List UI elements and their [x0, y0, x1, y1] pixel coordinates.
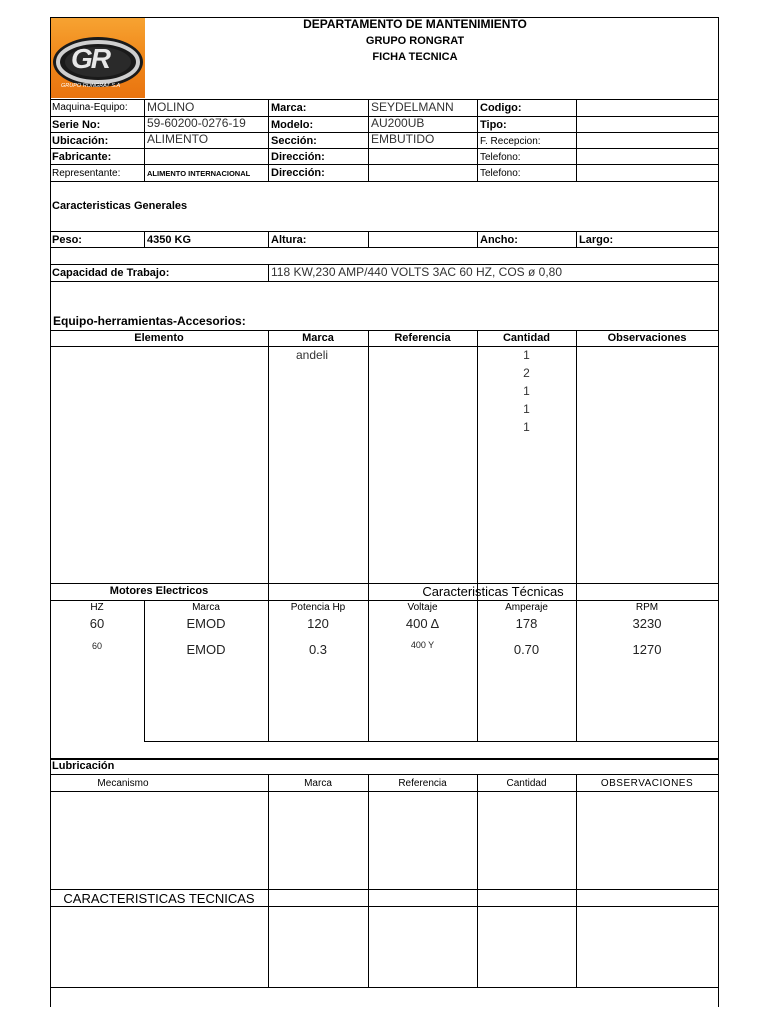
grid-line — [50, 181, 719, 182]
grid-line — [50, 889, 719, 890]
equipo-header-marca: Marca — [302, 332, 334, 344]
marca-label: Marca: — [271, 102, 307, 114]
grid-line — [268, 231, 269, 247]
general-title: Caracteristicas Generales — [52, 200, 188, 212]
motor-2-hz: 60 — [91, 641, 102, 651]
grid-line — [50, 231, 719, 232]
maquina-label: Maquina-Equipo: — [52, 102, 128, 113]
maquina-value: MOLINO — [147, 100, 195, 114]
peso-value: 4350 KG — [147, 234, 192, 246]
grid-line — [477, 99, 478, 181]
tipo-label: Tipo: — [480, 119, 507, 131]
seccion-label: Sección: — [271, 135, 317, 147]
representante-value: ALIMENTO INTERNACIONAL — [147, 169, 251, 178]
grid-line — [50, 281, 719, 282]
motor-2-amperaje: 0.70 — [513, 642, 540, 657]
ubicacion-label: Ubicación: — [52, 135, 109, 147]
largo-label: Largo: — [579, 234, 614, 246]
grid-line — [50, 247, 719, 248]
equipo-cantidad: 1 — [523, 348, 530, 362]
grid-line — [50, 583, 719, 584]
motor-1-rpm: 3230 — [632, 616, 662, 631]
grid-line — [144, 231, 145, 247]
lubricacion-header-marca: Marca — [304, 778, 332, 789]
motores-title: Motores Electricos — [109, 585, 209, 597]
grid-line — [268, 774, 269, 987]
grid-line — [50, 774, 719, 775]
frame-right — [718, 17, 719, 1007]
ubicacion-value: ALIMENTO — [147, 132, 209, 146]
tecnicas-title: CARACTERISTICAS TECNICAS — [63, 891, 255, 906]
equipo-marca-value: andeli — [296, 348, 329, 362]
grid-line — [368, 774, 369, 987]
motores-header-voltaje: Voltaje — [407, 602, 438, 613]
grid-line — [368, 231, 369, 247]
direccion2-label: Dirección: — [271, 167, 325, 179]
motor-1-potencia: 120 — [307, 616, 329, 631]
grid-line — [50, 346, 719, 347]
motor-1-amperaje: 178 — [515, 616, 538, 631]
modelo-value: AU200UB — [371, 116, 425, 130]
equipo-header-cantidad: Cantidad — [502, 332, 551, 344]
equipo-cantidad: 2 — [523, 366, 530, 380]
header-company: GRUPO RONGRAT — [365, 35, 465, 47]
codigo-label: Codigo: — [480, 102, 522, 114]
motores-header-amperaje: Amperaje — [505, 602, 548, 613]
equipo-header-observaciones: Observaciones — [607, 332, 687, 344]
altura-label: Altura: — [271, 234, 307, 246]
seccion-value: EMBUTIDO — [371, 132, 435, 146]
motor-2-voltaje: 400 Y — [410, 640, 435, 650]
equipo-title: Equipo-herramientas-Accesorios: — [53, 314, 246, 328]
header-department: DEPARTAMENTO DE MANTENIMIENTO — [303, 17, 527, 31]
grid-line — [144, 99, 145, 181]
lubricacion-header-mecanismo: Mecanismo — [97, 778, 149, 789]
motor-1-hz: 60 — [89, 616, 105, 631]
modelo-label: Modelo: — [271, 119, 314, 131]
motor-1-marca: EMOD — [186, 616, 226, 631]
grid-line — [368, 330, 369, 600]
grid-line — [368, 99, 369, 181]
grid-line — [268, 330, 269, 600]
grid-line — [576, 231, 577, 247]
equipo-cantidad: 1 — [523, 402, 530, 416]
motores-header-rpm: RPM — [635, 602, 659, 613]
grid-line — [50, 164, 719, 165]
motor-2-rpm: 1270 — [632, 642, 662, 657]
frame-left — [50, 17, 51, 1007]
grid-line — [576, 99, 577, 181]
header-document-title: FICHA TECNICA — [372, 51, 458, 63]
logo-subtext: GRUPO RONGRAT S.A — [61, 83, 121, 89]
equipo-header-referencia: Referencia — [394, 332, 451, 344]
motores-tech-title: Caracteristicas Técnicas — [422, 584, 564, 599]
telefono-label: Telefono: — [480, 152, 521, 163]
grid-line — [50, 330, 719, 331]
serie-value: 59-60200-0276-19 — [147, 116, 246, 130]
grid-line — [268, 99, 269, 181]
ancho-label: Ancho: — [480, 234, 518, 246]
grid-line — [50, 791, 719, 792]
equipo-cantidad: 1 — [523, 384, 530, 398]
lubricacion-header-referencia: Referencia — [398, 778, 447, 789]
recepcion-label: F. Recepcion: — [480, 136, 541, 147]
grid-line — [50, 758, 719, 760]
direccion-label: Dirección: — [271, 151, 325, 163]
telefono2-label: Telefono: — [480, 168, 521, 179]
grid-line — [477, 231, 478, 247]
grid-line — [50, 600, 719, 601]
equipo-cantidad: 1 — [523, 420, 530, 434]
capacidad-value: 118 KW,230 AMP/440 VOLTS 3AC 60 HZ, COS ø 0,80 — [271, 265, 563, 279]
grid-line — [50, 148, 719, 149]
motores-header-potencia: Potencia Hp — [290, 602, 346, 613]
equipo-header-elemento: Elemento — [134, 332, 184, 344]
logo-text: GR — [71, 43, 109, 74]
motor-1-voltaje: 400 Δ — [405, 616, 440, 631]
motores-header-marca: Marca — [192, 602, 220, 613]
serie-label: Serie No: — [52, 119, 101, 131]
capacidad-label: Capacidad de Trabajo: — [52, 267, 170, 279]
company-logo — [51, 18, 145, 98]
lubricacion-header-cantidad: Cantidad — [506, 778, 547, 789]
grid-line — [268, 264, 269, 281]
motores-header-hz: HZ — [90, 602, 104, 613]
motor-2-marca: EMOD — [186, 642, 226, 657]
grid-line — [576, 330, 577, 600]
grid-line — [477, 774, 478, 987]
lubricacion-title: Lubricación — [52, 760, 115, 772]
grid-line — [50, 906, 719, 907]
grid-line — [576, 774, 577, 987]
representante-label: Representante: — [52, 168, 121, 179]
peso-label: Peso: — [52, 234, 82, 246]
grid-line — [144, 741, 719, 742]
motor-2-potencia: 0.3 — [308, 642, 328, 657]
grid-line — [50, 987, 719, 988]
fabricante-label: Fabricante: — [52, 151, 112, 163]
marca-value: SEYDELMANN — [371, 100, 454, 114]
lubricacion-header-observaciones: OBSERVACIONES — [600, 778, 694, 789]
